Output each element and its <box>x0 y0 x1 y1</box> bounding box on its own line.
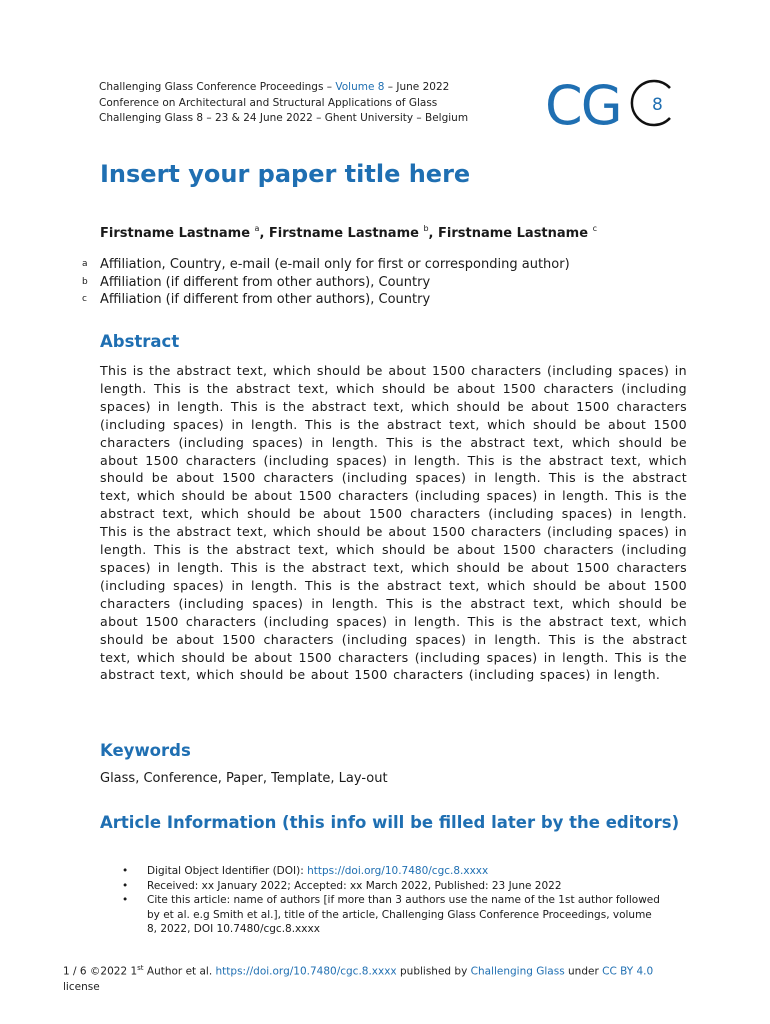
affiliation-item: b Affiliation (if different from other authors), Country <box>82 274 431 290</box>
author-3: Firstname Lastname $^c$ <box>438 224 597 241</box>
list-item: • Cite this article: name of authors [if more than 3 authors use the name of the 1st author followed by et al. e.g Smith et al.], title of the article, Challenging Glass Conference Proceedings, volume 8, 2022, DOI 10.7480/cgc.8.xxxx <box>122 894 660 936</box>
article-info-list <box>100 864 660 937</box>
abstract-body: This is the abstract text, which should be about 1500 characters (including spaces) in length. This is the abstract text, which should be about 1500 characters (including spaces) in length. This is the abstract text, which should be about 1500 characters (including spaces) in length. This is the abstract text, which should be about 1500 characters (including spaces) in length. This is the abstract text, which should be about 1500 characters (including spaces) in length. This is the abstract text, which should be about 1500 characters (including spaces) in length. This is the abstract text, which should be about 1500 characters (including spaces) in length. This is the abstract text, which should be about 1500 characters (including spaces) in length. This is the abstract text, which should be about 1500 characters (including spaces) in length. This is the abstract text, which should be about 1500 characters (including spaces) in length. This is the abstract text, which should be about 1500 characters (including spaces) in length. This is the abstract text, which should be about 1500 characters (including spaces) in length. This is the abstract text, which should be about 1500 characters (including spaces) in length. This is the abstract text, which should be about 1500 characters (including spaces) in length. This is the abstract text, which should be about 1500 characters (including spaces) in length. This is the abstract text, which should be about 1500 characters (including spaces) in length. <box>100 363 687 683</box>
article-info-heading: Article Information (this info will be filled later by the editors) <box>100 813 680 832</box>
list-item: • Received: xx January 2022; Accepted: xx March 2022, Published: 23 June 2022 <box>122 879 562 892</box>
keywords-text: Glass, Conference, Paper, Template, Lay-out <box>100 771 388 786</box>
affiliation-list <box>0 256 770 309</box>
publisher-link[interactable]: Challenging Glass <box>470 965 565 978</box>
paper-title: Insert your paper title here <box>100 160 471 188</box>
bullet-icon: • <box>122 894 129 907</box>
doi-link[interactable]: https://doi.org/10.7480/cgc.8.xxxx <box>307 865 489 877</box>
list-item: • Digital Object Identifier (DOI): https://doi.org/10.7480/cgc.8.xxxx <box>122 865 489 877</box>
footer-doi-link[interactable]: https://doi.org/10.7480/cgc.8.xxxx <box>215 965 397 978</box>
header-line-1: Challenging Glass Conference Proceedings – Volume 8 – June 2022 <box>99 81 450 93</box>
bullet-icon: • <box>122 879 129 892</box>
author-2: Firstname Lastname $^b$, <box>268 224 439 241</box>
affiliation-item: a Affiliation, Country, e-mail (e-mail only for first or corresponding author) <box>82 257 570 272</box>
author-list <box>100 224 597 241</box>
affiliation-item: c Affiliation (if different from other authors), Country <box>82 292 431 307</box>
logo-letters: CG <box>545 76 621 131</box>
conference-header <box>99 80 529 127</box>
logo-c-outline <box>632 81 670 125</box>
cgc8-logo <box>545 76 680 131</box>
header-line-3: Challenging Glass 8 – 23 & 24 June 2022 – Ghent University – Belgium <box>99 112 469 124</box>
abstract-heading: Abstract <box>100 332 180 351</box>
logo-number: 8 <box>652 95 663 115</box>
header-line-2: Conference on Architectural and Structural Applications of Glass <box>99 96 438 109</box>
keywords-heading: Keywords <box>100 741 191 760</box>
author-1: Firstname Lastname $^a$, <box>100 224 269 241</box>
volume-link[interactable]: Volume 8 <box>335 81 385 93</box>
bullet-icon: • <box>122 865 129 877</box>
page-number: 1 / 6 <box>63 965 87 978</box>
page-footer: 1 / 6 ©2022 1st Author et al. https://doi.org/10.7480/cgc.8.xxxx published by Challenging Glass under CC BY 4.0 license <box>63 964 654 993</box>
license-link[interactable]: CC BY 4.0 <box>602 965 654 978</box>
